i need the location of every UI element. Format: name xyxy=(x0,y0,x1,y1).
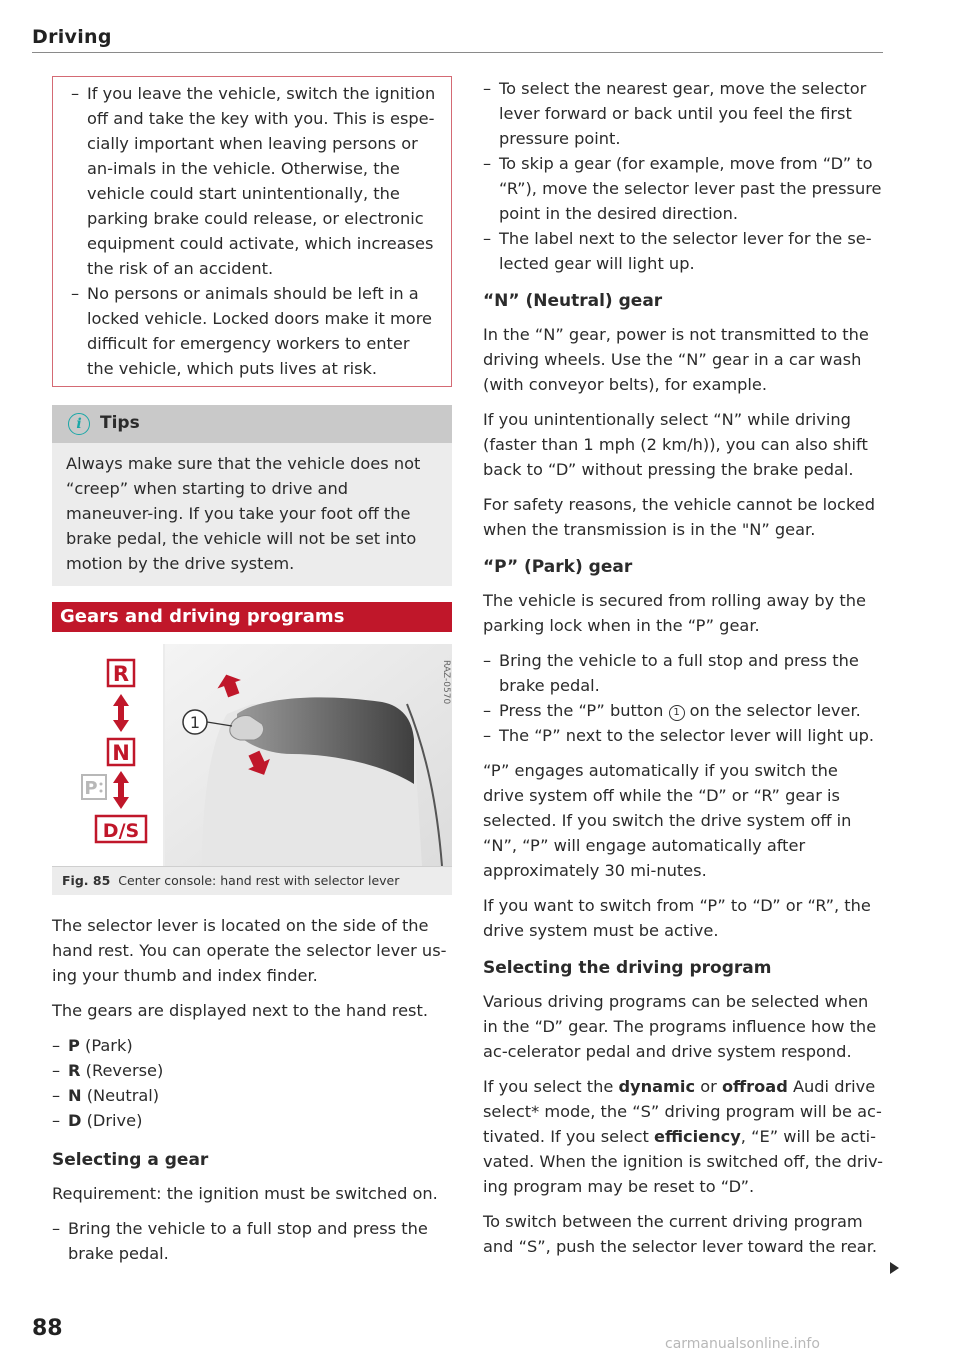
figure-85 xyxy=(52,644,452,867)
list-item: – The label next to the selector lever for the se-lected gear will light up. xyxy=(483,226,883,276)
list-item: – To select the nearest gear, move the selector lever forward or back until you feel the first pressure point. xyxy=(483,76,883,151)
body-paragraph: Various driving programs can be selected when in the “D” gear. The programs influence how the ac-celerator pedal and drive system respond. xyxy=(483,992,877,1061)
list-item: – The “P” next to the selector lever will light up. xyxy=(483,723,883,748)
warning-item: – If you leave the vehicle, switch the ignition off and take the key with you. This is espe-cially important when leaving persons or an-imals in the vehicle. Otherwise, the vehicle could start unintentionally, the parking brake could release, or electronic equipment could activate, which increases the risk of an accident. xyxy=(71,81,439,281)
gear-label-ds: D/S xyxy=(102,820,140,842)
heading-driving-program: Selecting the driving program xyxy=(483,958,772,978)
body-paragraph: The vehicle is secured from rolling away by the parking lock when in the “P” gear. xyxy=(483,591,866,635)
body-paragraph: To switch between the current driving program and “S”, push the selector lever toward the rear. xyxy=(483,1212,878,1256)
info-icon: i xyxy=(68,413,90,435)
gear-list-item: – N (Neutral) xyxy=(52,1083,452,1108)
gear-label-r: R xyxy=(112,662,130,686)
body-paragraph: The selector lever is located on the side of the hand rest. You can operate the selector lever us-ing your thumb and index finder. xyxy=(52,916,447,985)
section-title: Gears and driving programs xyxy=(52,602,452,632)
gear-list-item: – D (Drive) xyxy=(52,1108,452,1133)
gear-list-item: – R (Reverse) xyxy=(52,1058,452,1083)
body-paragraph: For safety reasons, the vehicle cannot be locked when the transmission is in the "N” gear. xyxy=(483,495,875,539)
continue-arrow-icon xyxy=(890,1262,899,1274)
figure-caption-text: Center console: hand rest with selector lever xyxy=(118,873,400,888)
figure-number: Fig. 85 xyxy=(62,873,111,888)
body-paragraph: In the “N” gear, power is not transmitted to the driving wheels. Use the “N” gear in a car wash (with conveyor belts), for example. xyxy=(483,325,869,394)
list-item: – To skip a gear (for example, move from “D” to “R”), move the selector lever past the pressure point in the desired direction. xyxy=(483,151,883,226)
left-column xyxy=(52,76,452,1266)
warning-item: – No persons or animals should be left in a locked vehicle. Locked doors make it more difficult for emergency workers to enter the vehicle, which puts lives at risk. xyxy=(71,281,439,381)
step-item: – Bring the vehicle to a full stop and press the brake pedal. xyxy=(52,1216,452,1266)
gear-label-n: N xyxy=(112,741,130,765)
gear-label-p: P xyxy=(84,778,98,799)
chapter-title: Driving xyxy=(32,26,112,48)
warning-box xyxy=(52,76,452,387)
selector-lever-illustration xyxy=(52,644,452,866)
page-number: 88 xyxy=(32,1316,63,1341)
body-paragraph: If you select the dynamic or offroad Audi drive select* mode, the “S” driving program will be ac-tivated. If you select efficiency, “E” will be acti-vated. When the ignition is switched off, the driv-ing program may be reset to “D”. xyxy=(483,1077,884,1196)
body-paragraph: If you unintentionally select “N” while driving (faster than 1 mph (2 km/h)), you can also shift back to “D” without pressing the brake pedal. xyxy=(483,410,868,479)
watermark: carmanualsonline.info xyxy=(665,1336,820,1352)
right-column xyxy=(483,76,883,1259)
gear-list-item: – P (Park) xyxy=(52,1033,452,1058)
heading-park: “P” (Park) gear xyxy=(483,557,633,577)
tips-header xyxy=(52,405,452,443)
tips-body xyxy=(52,443,452,586)
body-paragraph: “P” engages automatically if you switch the drive system off while the “D” or “R” gear is selected. If you switch the drive system off in “N”, “P” will engage automatically after approximately 30 mi-nutes. xyxy=(483,761,852,880)
callout-ref: 1 xyxy=(669,705,685,721)
figure-caption xyxy=(52,867,452,895)
heading-selecting-gear: Selecting a gear xyxy=(52,1150,209,1170)
tips-title: Tips xyxy=(100,413,140,433)
callout-1: 1 xyxy=(189,713,201,732)
list-item: – Bring the vehicle to a full stop and press the brake pedal. xyxy=(483,648,883,698)
tips-text: Always make sure that the vehicle does not “creep” when starting to drive and maneuver-ing. If you take your foot off the brake pedal, the vehicle will not be set into motion by the drive system. xyxy=(66,454,421,573)
heading-neutral: “N” (Neutral) gear xyxy=(483,291,663,311)
figure-code: RAZ-0570 xyxy=(441,660,451,705)
body-paragraph: Requirement: the ignition must be switched on. xyxy=(52,1184,438,1203)
list-item: – Press the “P” button 1 on the selector lever. xyxy=(483,698,883,723)
body-paragraph: The gears are displayed next to the hand rest. xyxy=(52,1001,428,1020)
body-paragraph: If you want to switch from “P” to “D” or “R”, the drive system must be active. xyxy=(483,896,871,940)
page-header xyxy=(32,24,883,53)
